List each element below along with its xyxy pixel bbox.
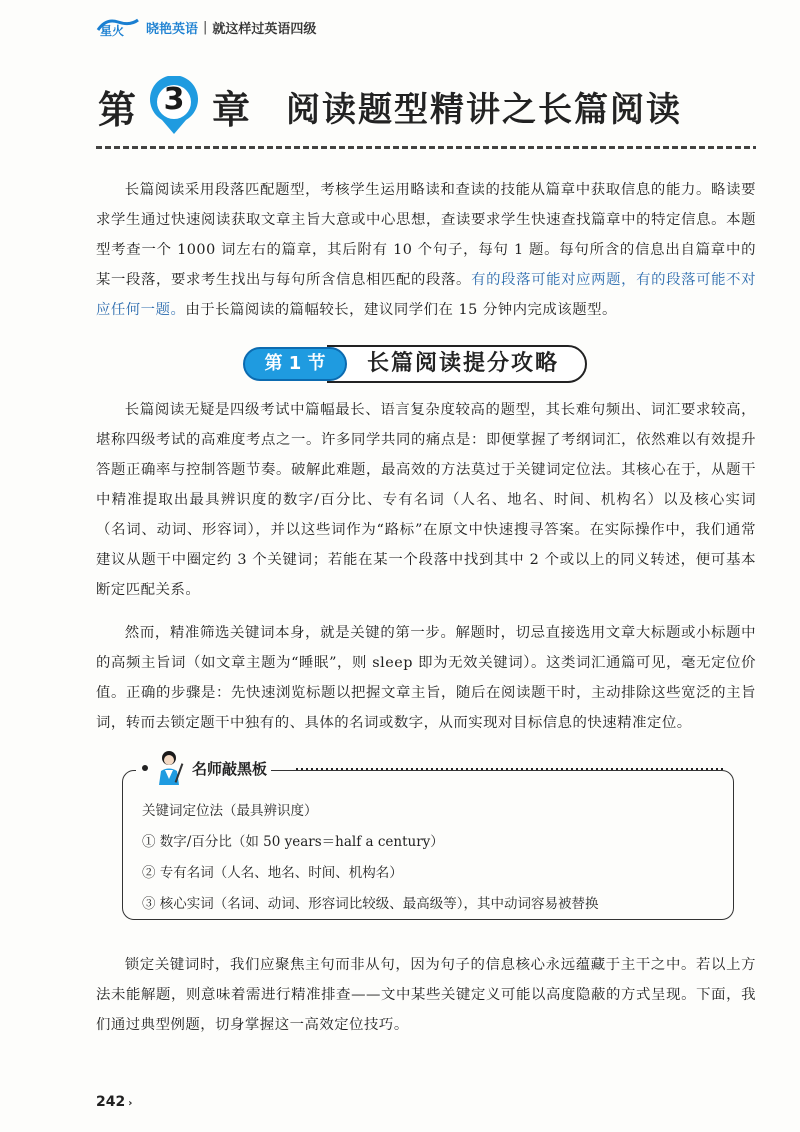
tip-line: ② 专有名词（人名、地名、时间、机构名）	[142, 865, 403, 881]
section-title: 长篇阅读提分攻略	[367, 351, 560, 376]
teacher-tip-header	[136, 748, 271, 788]
chapter-number: 3	[163, 82, 185, 117]
tip-line: ③ 核心实词（名词、动词、形容词比较级、最高级等），其中动词容易被替换	[142, 896, 599, 912]
chapter-suffix: 章	[212, 86, 251, 132]
logo-text: 星火	[100, 24, 125, 38]
dotted-rule	[296, 768, 726, 770]
tip-line: 关键词定位法（最具辨识度）	[142, 803, 318, 819]
body-paragraph-1: 长篇阅读无疑是四级考试中篇幅最长、语言复杂度较高的题型，其长难句频出、词汇要求较高，堪称四级考试的高难度考点之一。许多同学共同的痛点是：即便掌握了考纲词汇，依然难以有效提升答题正确率与控制答题节奏。破解此难题，最高效的方法莫过于关键词定位法。其核心在于，从题干中精准提取出最具辨识度的数字/百分比、专有名词（人名、地名、时间、机构名）以及核心实词（名词、动词、形容词），并以这些词作为“路标”在原文中快速搜寻答案。在实际操作中，我们通常建议从题干中圈定约 3 个关键词；若能在某一个段落中找到其中 2 个或以上的同义转述，便可基本断定匹配关系。	[96, 402, 756, 598]
header-separator: |	[203, 19, 208, 35]
page-number	[96, 1094, 132, 1110]
body-paragraph-3: 锁定关键词时，我们应聚焦主句而非从句，因为句子的信息核心永远蕴藏于主干之中。若以上方法未能解题，则意味着需进行精准排查——文中某些关键定义可能以高度隐蔽的方式呈现。下面，我们通过典型例题，切身掌握这一高效定位技巧。	[96, 957, 756, 1033]
intro-highlight: 有的段落可能对应两题，有的段落可能不对应任何一题。	[96, 272, 756, 318]
teacher-tip-content	[142, 796, 722, 920]
chapter-title: 阅读题型精讲之长篇阅读	[286, 89, 683, 130]
chapter-heading	[98, 78, 682, 134]
bullet-dot-icon	[142, 765, 148, 771]
page-number-text: 242	[96, 1094, 126, 1110]
body-paragraph-2: 然而，精准筛选关键词本身，就是关键的第一步。解题时，切忌直接选用文章大标题或小标题中的高频主旨词（如文章主题为“睡眠”，则 sleep 即为无效关键词）。这类词汇通篇可见，毫无定位价值。正确的步骤是：先快速浏览标题以把握文章主旨，随后在阅读题干时，主动排除这些宽泛的主旨词，转而去锁定题干中独有的、具体的名词或数字，从而实现对目标信息的快速精准定位。	[96, 625, 756, 731]
brand-name: 晓艳英语	[146, 21, 199, 37]
publisher-logo	[96, 16, 140, 38]
intro-paragraph	[96, 175, 756, 325]
teacher-tip-label: 名师敲黑板	[192, 759, 268, 778]
section-banner	[243, 343, 593, 385]
tip-line: ① 数字/百分比（如 50 years＝half a century）	[142, 834, 444, 850]
intro-text-end: 由于长篇阅读的篇幅较长，建议同学们在 15 分钟内完成该题型。	[185, 302, 617, 318]
running-header	[96, 14, 316, 40]
section-label: 第 1 节	[243, 347, 347, 381]
page-arrow-icon: ›	[128, 1098, 133, 1109]
teacher-avatar-icon	[154, 749, 188, 787]
chapter-number-badge	[144, 76, 204, 136]
chapter-prefix: 第	[98, 86, 137, 132]
book-subtitle: 就这样过英语四级	[212, 21, 317, 37]
intro-text: 长篇阅读采用段落匹配题型，考核学生运用略读和查读的技能从篇章中获取信息的能力。略读要求学生通过快速阅读获取文章主旨大意或中心思想，查读要求学生快速查找篇章中的特定信息。本题型考查一个 1000 词左右的篇章，其后附有 10 个句子，每句 1 题。每句所含的信息出自篇章中的某一段落，要求考生找出与每句所含信息相匹配的段落。	[96, 182, 756, 288]
chapter-divider	[96, 146, 756, 149]
